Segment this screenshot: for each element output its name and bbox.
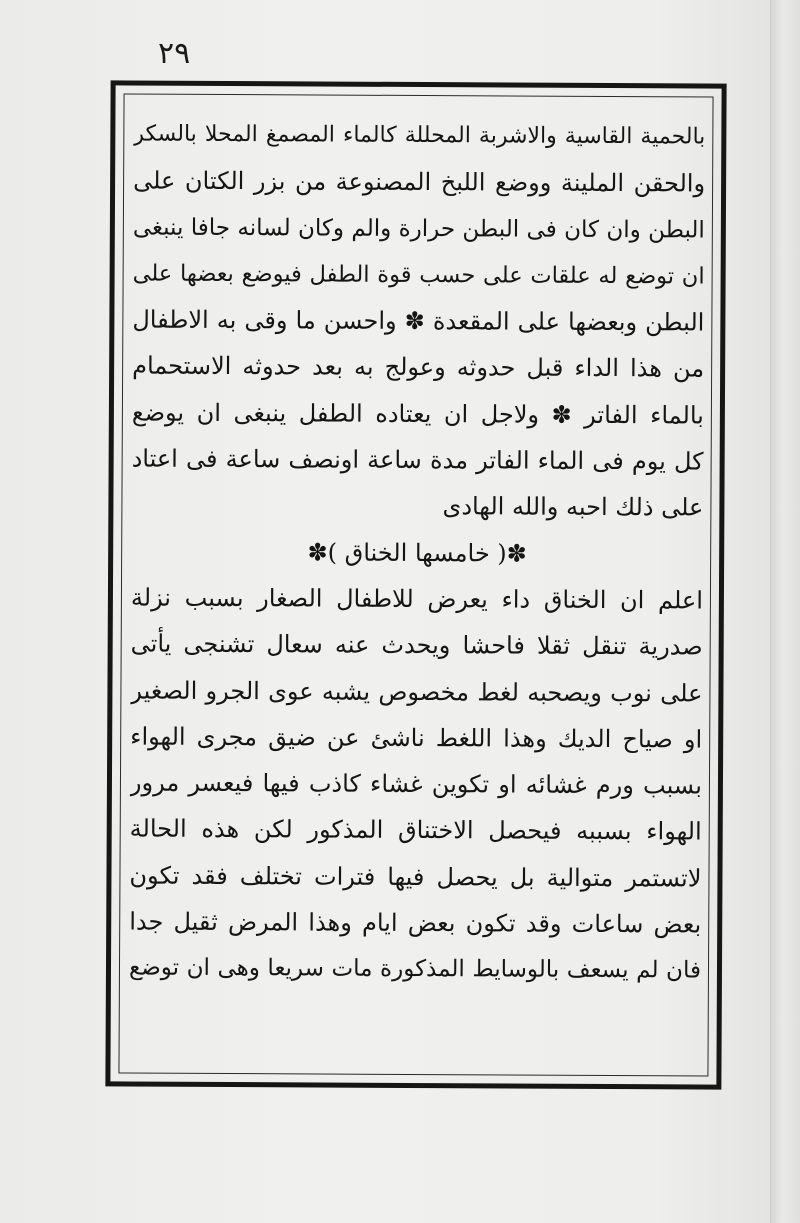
text-line: لاتستمر متوالية بل يحصل فيها فترات تختلف فقد تكون	[129, 861, 702, 893]
text-line: على ذلك احبه والله الهادى	[442, 492, 704, 522]
section-heading: ✽( خامسها الخناق )✽	[307, 538, 527, 568]
text-line: كل يوم فى الماء الفاتر مدة ساعة اونصف ساعة فى اعتاد	[131, 444, 704, 476]
text-line: من هذا الداء قبل حدوثه وعولج به بعد حدوثه الاستحمام	[132, 351, 705, 383]
book-gutter	[770, 0, 800, 1223]
text-line: البطن وان كان فى البطن حرارة والم وكان لسانه جافا ينبغى	[132, 214, 705, 244]
text-line: اعلم ان الخناق داء يعرض للاطفال الصغار بسبب نزلة	[130, 583, 703, 615]
page-number: ٢٩	[158, 36, 191, 71]
text-line: والحقن الملينة ووضع اللبخ المصنوعة من بزر الكتان على	[133, 166, 706, 198]
text-line: على نوب ويصحبه لغط مخصوص يشبه عوى الجرو الصغير	[130, 676, 703, 708]
text-block	[129, 112, 706, 995]
text-frame	[105, 80, 726, 1089]
text-line: بالماء الفاتر ✽ ولاجل ان يعتاده الطفل ينبغى ان يوضع	[131, 398, 704, 430]
text-line: او صياح الديك وهذا اللغط ناشئ عن ضيق مجرى الهواء	[130, 722, 703, 754]
text-line: البطن وبعضها على المقعدة ✽ واحسن ما وقى به الاطفال	[132, 305, 705, 337]
text-line: بعض ساعات وقد تكون بعض ايام وهذا المرض ثقيل جدا	[129, 907, 702, 939]
text-line: ان توضع له علقات على حسب قوة الطفل فيوضع بعضها على	[132, 260, 705, 290]
text-line: بالحمية القاسية والاشربة المحللة كالماء المصمغ المحلا بالسكر	[133, 121, 706, 150]
text-line: فان لم يسعف بالوسايط المذكورة مات سريعا وهى ان توضع	[128, 954, 702, 984]
text-line: صدرية تنقل ثقلا فاحشا ويحدث عنه سعال تشنجى يأتى	[130, 629, 703, 661]
text-line: بسبب ورم غشائه او تكوين غشاء كاذب فيها فيعسر مرور	[129, 768, 703, 800]
text-line: الهواء بسببه فيحصل الاختناق المذكور لكن هذه الحالة	[129, 814, 702, 846]
